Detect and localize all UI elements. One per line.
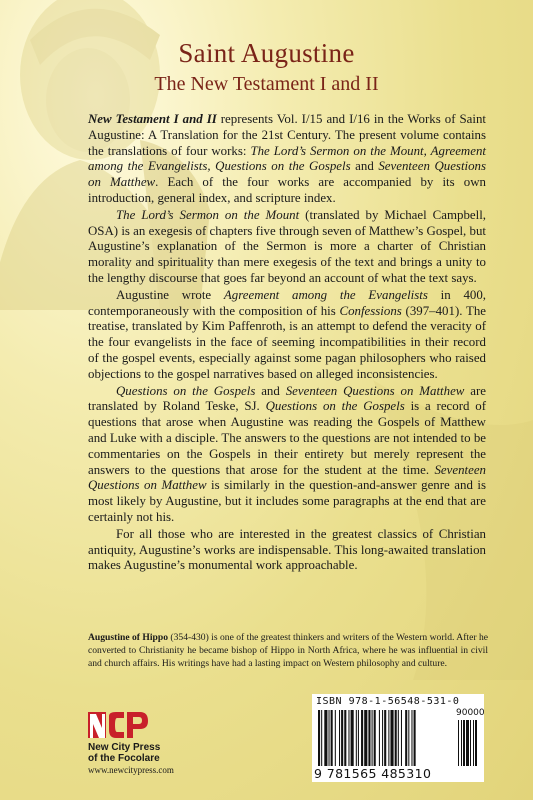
addon-bar bbox=[475, 720, 477, 766]
author-name: Augustine of Hippo bbox=[88, 632, 168, 643]
barcode-bar bbox=[411, 710, 412, 766]
publisher-logo bbox=[88, 710, 198, 775]
text: and bbox=[255, 383, 286, 398]
barcode-bar bbox=[364, 710, 367, 766]
addon-bar bbox=[466, 720, 469, 766]
barcode-bar bbox=[414, 710, 416, 766]
barcode-bar bbox=[372, 710, 373, 766]
addon-bar bbox=[458, 720, 459, 766]
barcode-bar bbox=[358, 710, 359, 766]
text: (translated by Michael Campbell, OSA) is an exegesis of chapters five through seven of Matthew’s Gospel, but Augustine’s explanation of the Sermon is more a charter of Christian morality and spirituality than mere exegesis of the text and brings a unity to the lengthy discourse that goes far beyond an account of what the text says. bbox=[88, 207, 486, 285]
paragraph-1 bbox=[88, 112, 486, 207]
text: is similarly in the question-and-answer genre and is most likely by Augustine, but it includes some paragraphs at the end that are certainly not his. bbox=[88, 478, 486, 524]
barcode-bar bbox=[368, 710, 370, 766]
work-title: Questions on the Gospels bbox=[265, 399, 405, 414]
barcode-bar bbox=[348, 710, 349, 766]
work-title: Questions on the Gospels bbox=[116, 383, 256, 398]
text: represents Vol. I/15 and I/16 in the Works of Saint Augustine: A Translation for the 21st Century. The present volume contains the translations of four works: bbox=[88, 112, 486, 158]
text: Augustine wrote bbox=[116, 287, 224, 302]
emphasis: New Testament I and II bbox=[88, 112, 217, 126]
publisher-name: New City Press bbox=[88, 742, 161, 753]
isbn-barcode bbox=[312, 694, 484, 782]
barcode-bar bbox=[356, 710, 357, 766]
barcode-bar bbox=[379, 710, 380, 766]
addon-bar bbox=[463, 720, 465, 766]
barcode-digits: 9 781565 485310 bbox=[314, 766, 432, 781]
barcode-bar bbox=[401, 710, 402, 766]
work-title: Confessions bbox=[339, 303, 402, 318]
text: . Each of the four works are accompanied by its own introduction, general index, and scripture index. bbox=[88, 175, 486, 205]
barcode-bar bbox=[408, 710, 409, 766]
price-code: 90000 bbox=[456, 708, 485, 718]
work-titles: The Lord’s Sermon on the Mount, Agreement among the Evangelists, Questions on the Gospels bbox=[88, 143, 486, 174]
barcode-bar bbox=[361, 710, 363, 766]
addon-bar bbox=[470, 720, 471, 766]
barcode-image bbox=[316, 708, 485, 766]
barcode-bar bbox=[388, 710, 389, 766]
barcode-bar bbox=[395, 710, 397, 766]
text: are translated by Roland Teske, SJ. bbox=[88, 383, 487, 414]
barcode-bar bbox=[384, 710, 386, 766]
barcode-bar bbox=[398, 710, 399, 766]
barcode-bar bbox=[374, 710, 376, 766]
work-title: Seventeen Questions on Matthew bbox=[88, 462, 486, 493]
barcode-bar bbox=[321, 710, 322, 766]
barcode-bar bbox=[335, 710, 336, 766]
addon-bar bbox=[461, 720, 462, 766]
barcode-bar bbox=[382, 710, 383, 766]
publisher-subname: of the Focolare bbox=[88, 753, 160, 764]
paragraph-3 bbox=[88, 288, 486, 383]
barcode-bar bbox=[341, 710, 343, 766]
work-title: Agreement among the Evangelists bbox=[223, 287, 428, 302]
author-bio bbox=[88, 632, 488, 671]
bio-text: (354-430) is one of the greatest thinkers and writers of the Western world. After he converted to Christianity he became bishop of Hippo in North Africa, where he was influential in civil and church affairs. His writings have had a lasting impact on Western philosophy and culture. bbox=[88, 632, 488, 669]
paragraph-4 bbox=[88, 384, 486, 526]
barcode-bar bbox=[390, 710, 393, 766]
barcode-bar bbox=[351, 710, 354, 766]
description bbox=[88, 112, 486, 574]
paragraph-5: For all those who are interested in the greatest classics of Christian antiquity, Augustine’s works are indispensable. This long-awaited translation makes Augustine’s monumental work approachable. bbox=[88, 526, 486, 573]
barcode-bar bbox=[339, 710, 340, 766]
isbn-label: ISBN 978-1-56548-531-0 bbox=[316, 696, 460, 707]
book-title: Saint Augustine bbox=[178, 38, 355, 68]
work-title: Seventeen Questions on Matthew bbox=[88, 159, 487, 190]
addon-bar bbox=[473, 720, 474, 766]
work-title: Seventeen Questions on Matthew bbox=[285, 383, 465, 398]
text: in 400, contemporaneously with the composition of his bbox=[88, 287, 487, 318]
barcode-bar bbox=[405, 710, 407, 766]
barcode-bar bbox=[324, 710, 327, 766]
text: and bbox=[350, 159, 379, 174]
paragraph-2 bbox=[88, 208, 486, 287]
book-subtitle: The New Testament I and II bbox=[154, 73, 379, 95]
publisher-url: www.newcitypress.com bbox=[88, 765, 174, 775]
work-title: The Lord’s Sermon on the Mount bbox=[116, 207, 300, 222]
barcode-bar bbox=[318, 710, 320, 766]
barcode-bar bbox=[329, 710, 330, 766]
text: is a record of questions that arose when Augustine was reading the Gospels of Matthew and Luke with a disciple. The answers to the questions are not intended to be commentaries on the Gospels in their entirety but merely represent the answers to the questions that arose for the student at the time. bbox=[88, 399, 486, 477]
ncp-logo-icon bbox=[88, 710, 150, 740]
barcode-bar bbox=[344, 710, 346, 766]
barcode-bar bbox=[331, 710, 333, 766]
text: (397–401). The treatise, translated by Kim Paffenroth, is an attempt to defend the veracity of the four evangelists in the face of seeming incompatibilities in their record of the gospel events, especially against some pagan philosophers who raised objections to the gospel narratives based on alleged inconsistencies. bbox=[88, 303, 486, 381]
